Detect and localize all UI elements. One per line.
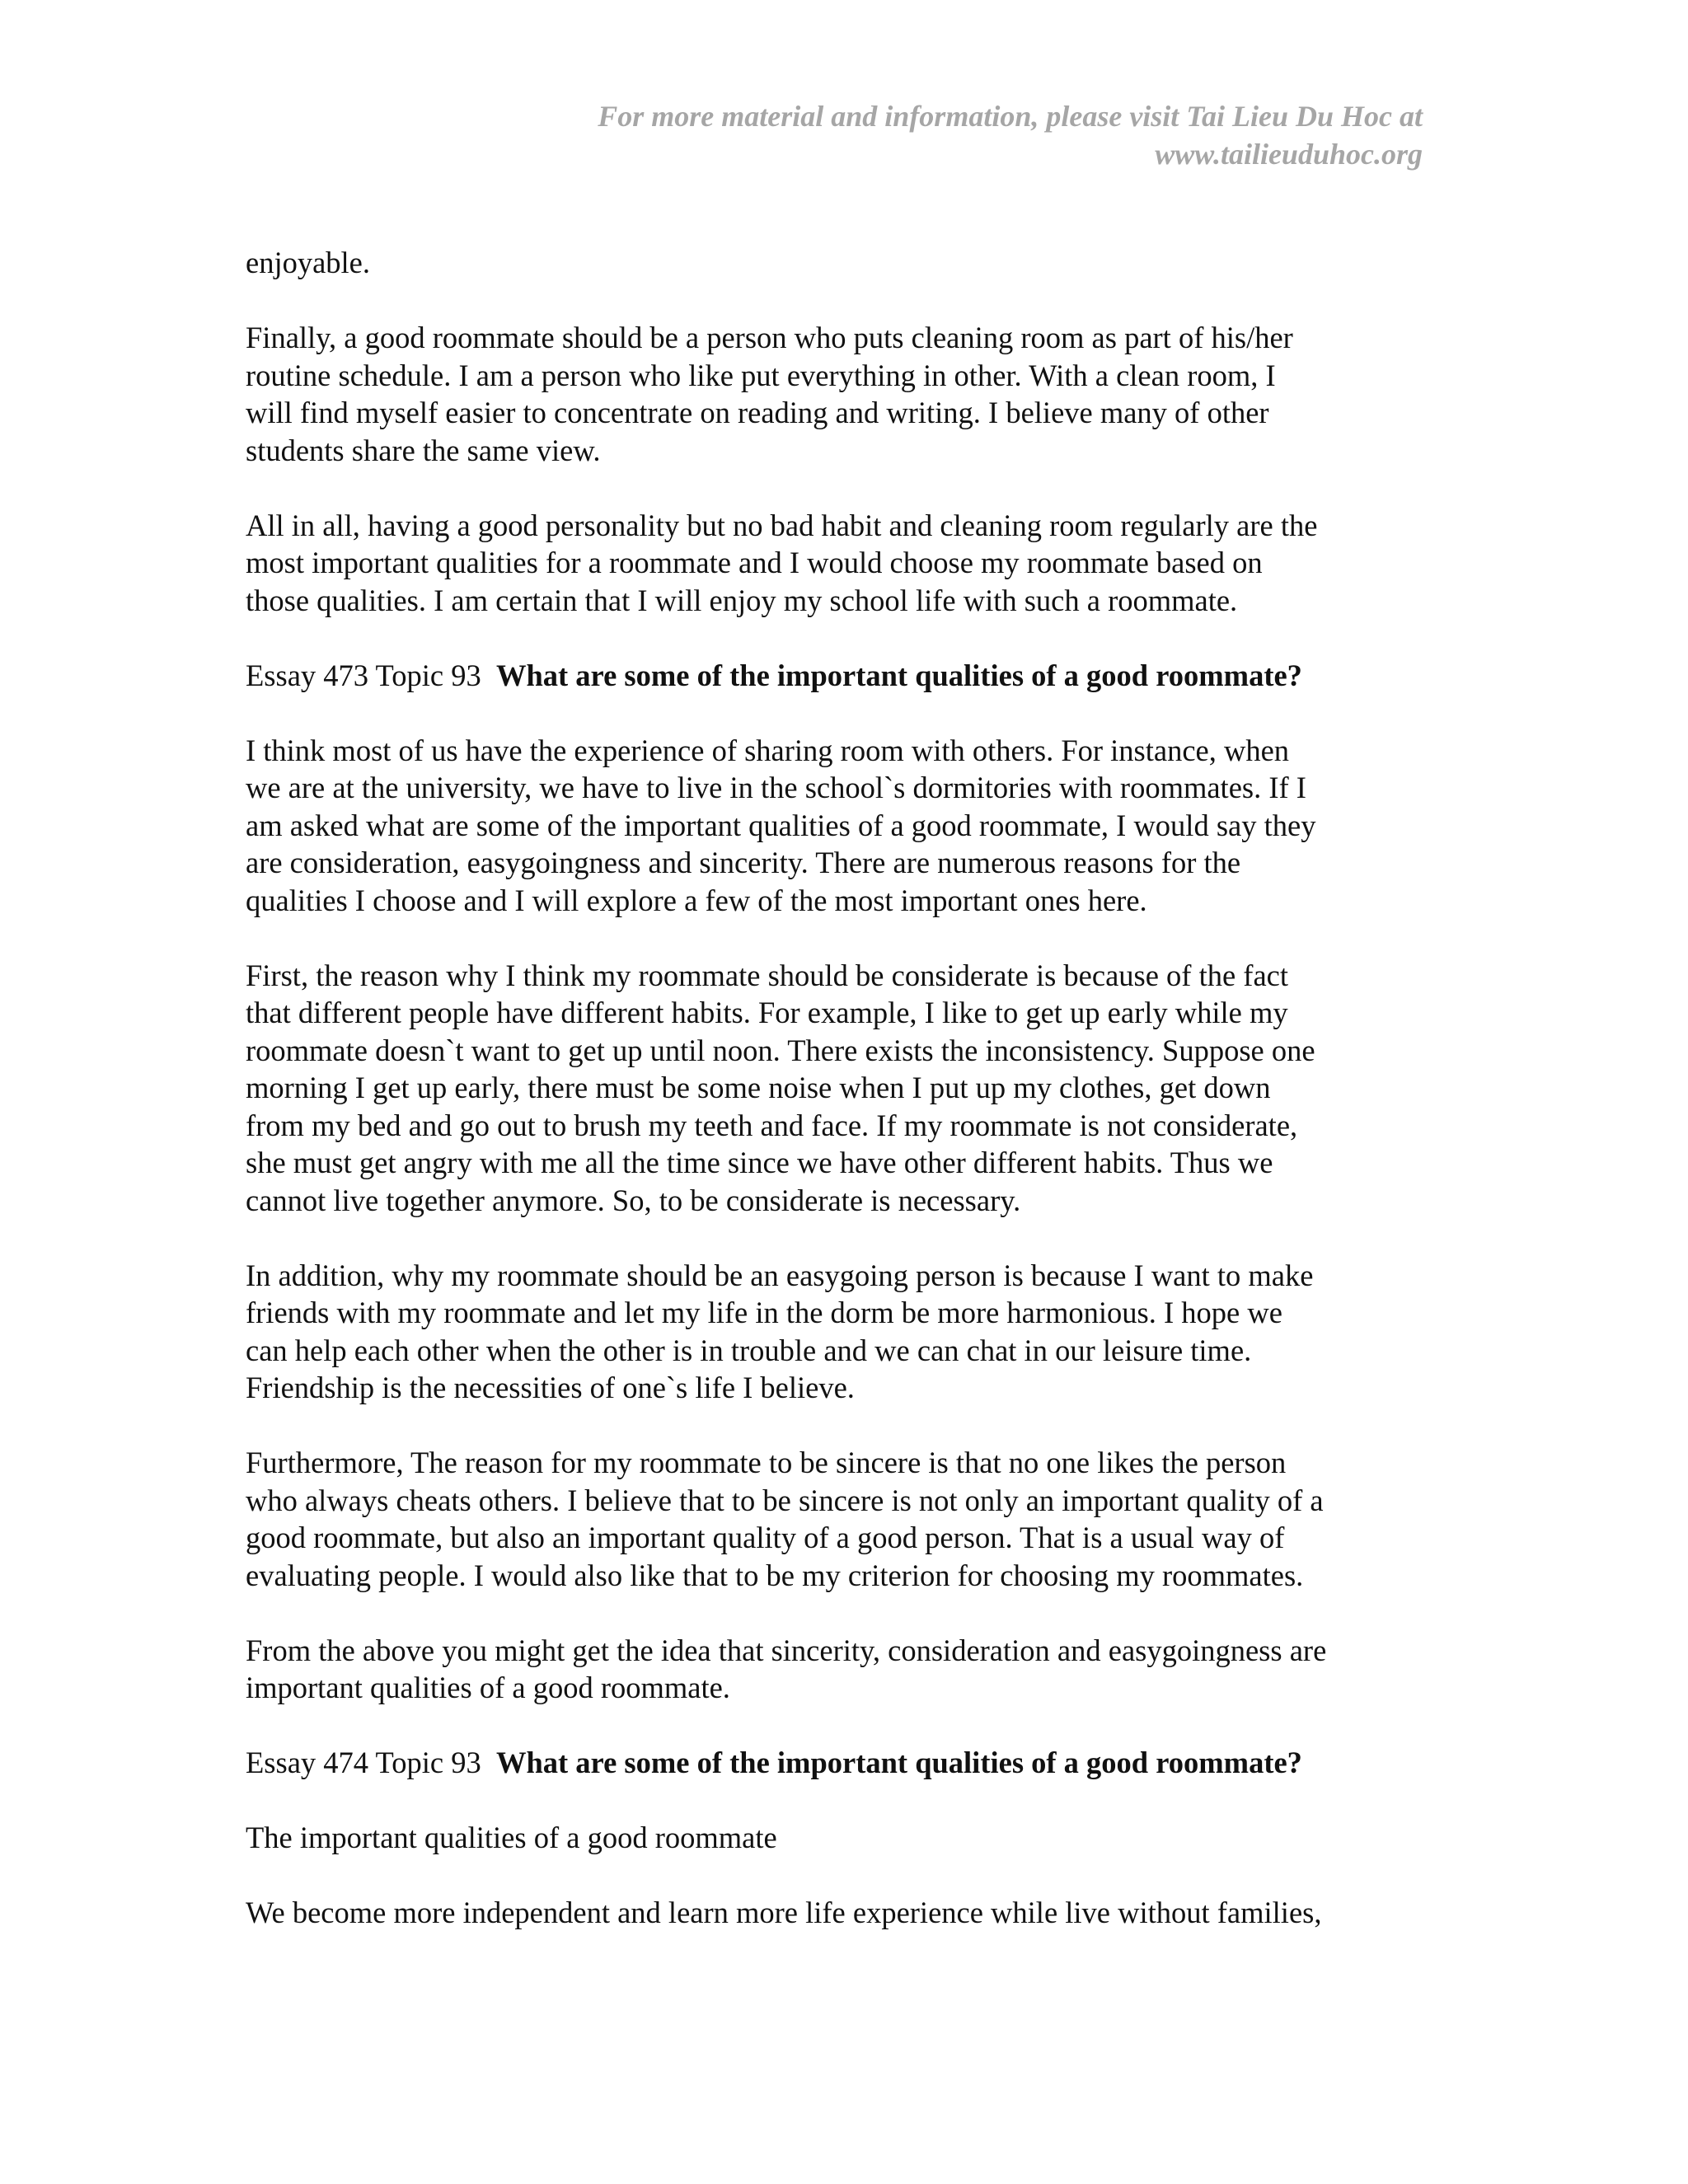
text-line: are consideration, easygoingness and sincerity. There are numerous reasons for the — [246, 846, 1241, 879]
text-line: I think most of us have the experience of sharing room with others. For instance, when — [246, 733, 1290, 767]
text-line: good roommate, but also an important quality of a good person. That is a usual way of — [246, 1521, 1285, 1554]
text-line: First, the reason why I think my roommate should be considerate is because of the fact — [246, 958, 1288, 992]
paragraph — [246, 957, 1432, 1220]
paragraph — [246, 1819, 1432, 1857]
paragraph — [246, 1894, 1432, 1932]
text-line: cannot live together anymore. So, to be considerate is necessary. — [246, 1183, 1021, 1217]
paragraph — [246, 507, 1432, 620]
text-line: From the above you might get the idea that sincerity, consideration and easygoingness are — [246, 1633, 1327, 1667]
text-line: Friendship is the necessities of one`s life I believe. — [246, 1371, 855, 1404]
text-line: those qualities. I am certain that I will enjoy my school life with such a roommate. — [246, 583, 1238, 617]
text-line: she must get angry with me all the time since we have other different habits. Thus we — [246, 1146, 1273, 1179]
paragraph — [246, 1444, 1432, 1594]
text-line: can help each other when the other is in trouble and we can chat in our leisure time. — [246, 1333, 1252, 1367]
text-line: that different people have different habits. For example, I like to get up early while my — [246, 996, 1288, 1029]
document-body — [246, 244, 1432, 1932]
text-line: qualities I choose and I will explore a few of the most important ones here. — [246, 883, 1147, 917]
text-line: who always cheats others. I believe that to be sincere is not only an important quality of a — [246, 1483, 1324, 1517]
text-line: All in all, having a good personality but no bad habit and cleaning room regularly are the — [246, 508, 1318, 542]
essay-heading — [246, 1744, 1432, 1782]
text-line: Finally, a good roommate should be a person who puts cleaning room as part of his/her — [246, 321, 1293, 354]
text-line: roommate doesn`t want to get up until noon. There exists the inconsistency. Suppose one — [246, 1033, 1315, 1067]
paragraph — [246, 1632, 1432, 1707]
paragraph — [246, 319, 1432, 469]
text-line: important qualities of a good roommate. — [246, 1671, 730, 1704]
essay-number: Essay 473 Topic 93 — [246, 658, 496, 692]
paragraph — [246, 1257, 1432, 1407]
paragraph — [246, 732, 1432, 920]
text-line: we are at the university, we have to live in the school`s dormitories with roommates. If I — [246, 771, 1306, 804]
header-line: For more material and information, please visit Tai Lieu Du Hoc at — [598, 100, 1423, 133]
essay-number: Essay 474 Topic 93 — [246, 1746, 496, 1779]
essay-topic-question: What are some of the important qualities of a good roommate? — [495, 658, 1302, 692]
header-url: www.tailieuduhoc.org — [1155, 138, 1423, 171]
text-line: The important qualities of a good roommate — [246, 1821, 777, 1854]
essay-topic-question: What are some of the important qualities of a good roommate? — [495, 1746, 1302, 1779]
text-line: friends with my roommate and let my life in the dorm be more harmonious. I hope we — [246, 1296, 1282, 1329]
paragraph — [246, 244, 1432, 282]
text-line: Furthermore, The reason for my roommate to be sincere is that no one likes the person — [246, 1446, 1287, 1479]
text-line: evaluating people. I would also like that to be my criterion for choosing my roommates. — [246, 1558, 1304, 1592]
text-line: from my bed and go out to brush my teeth and face. If my roommate is not considerate, — [246, 1108, 1298, 1142]
page-header — [351, 97, 1423, 173]
text-line: most important qualities for a roommate and I would choose my roommate based on — [246, 546, 1263, 579]
text-line: enjoyable. — [246, 246, 371, 279]
text-line: will find myself easier to concentrate on reading and writing. I believe many of other — [246, 396, 1269, 429]
text-line: morning I get up early, there must be some noise when I put up my clothes, get down — [246, 1071, 1271, 1104]
essay-heading — [246, 657, 1432, 695]
text-line: students share the same view. — [246, 433, 601, 467]
text-line: We become more independent and learn more life experience while live without families, — [246, 1896, 1322, 1929]
text-line: routine schedule. I am a person who like put everything in other. With a clean room, I — [246, 358, 1276, 392]
text-line: am asked what are some of the important qualities of a good roommate, I would say they — [246, 808, 1316, 842]
text-line: In addition, why my roommate should be an easygoing person is because I want to make — [246, 1258, 1314, 1292]
